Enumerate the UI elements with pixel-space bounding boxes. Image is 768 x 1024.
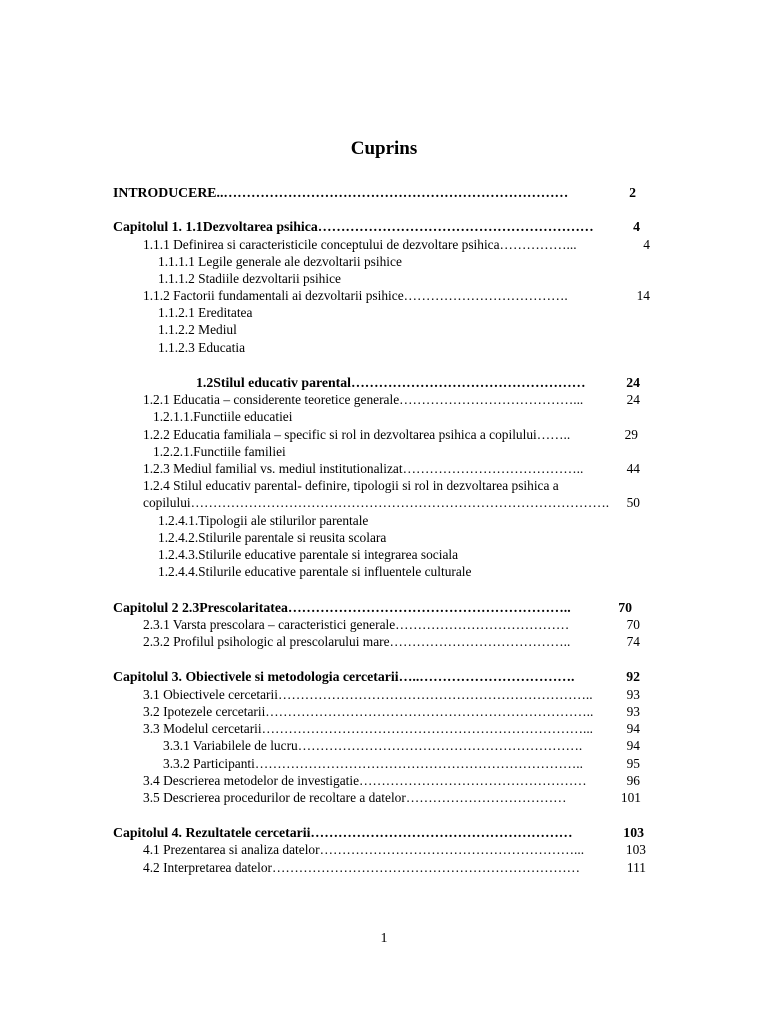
- toc-entry-page: 111: [626, 860, 646, 875]
- toc-entry-page: 44: [626, 461, 640, 476]
- toc-entry: [158, 563, 700, 581]
- toc-entry-text: 3.3.2 Participanti………………………………………………………………..: [163, 756, 583, 771]
- toc-entry: [113, 824, 644, 842]
- toc-entry: [163, 755, 640, 773]
- toc-entry-text: 3.2 Ipotezele cercetarii………………………………………………………………..: [143, 704, 594, 719]
- toc-entry: [143, 236, 650, 254]
- toc-entry-text: Capitolul 1. 1.1Dezvoltarea psihica……………………………………………………: [113, 219, 594, 234]
- toc-entry-text: 2.3.1 Varsta prescolara – caracteristici generale…………………………………: [143, 617, 570, 632]
- toc-entry-text: INTRODUCERE..…………………………………………………………………: [113, 185, 569, 200]
- toc-entry-text: 1.2Stilul educativ parental……………………………………………: [196, 375, 586, 390]
- toc-entry-page: 70: [626, 617, 640, 632]
- toc-entry: [163, 737, 640, 755]
- toc-entry-page: 103: [625, 842, 646, 857]
- toc-entry-text: Capitolul 2 2.3Prescolaritatea……………………………………………………..: [113, 600, 571, 615]
- toc-entry: [153, 408, 700, 426]
- toc-entry: [113, 184, 636, 202]
- toc-entry-text: 1.2.4.2.Stilurile parentale si reusita scolara: [158, 530, 387, 545]
- toc-entry: [158, 270, 700, 288]
- toc-entry: [158, 339, 700, 357]
- toc-entry-text: 3.1 Obiectivele cercetarii……………………………………………………………..: [143, 687, 593, 702]
- toc-entry-text: 1.2.1.1.Functiile educatiei: [153, 409, 293, 424]
- toc-entry: [143, 287, 650, 305]
- toc-entry: [143, 686, 640, 704]
- toc-entry-page: 4: [643, 237, 650, 252]
- toc-entry-page: 4: [633, 219, 640, 234]
- toc-entry-text: 1.1.1 Definirea si caracteristicile conceptului de dezvoltare psihica……………...: [143, 237, 577, 252]
- toc-entry-text: 1.2.4.4.Stilurile educative parentale si influentele culturale: [158, 564, 472, 579]
- toc-entry-page: 70: [618, 600, 632, 615]
- toc-entry-text: 1.1.2.3 Educatia: [158, 340, 246, 355]
- toc-entry-page: 24: [626, 375, 640, 390]
- toc-entry: [143, 460, 640, 478]
- toc-entry-text: 1.2.4 Stilul educativ parental- definire, tipologii si rol in dezvoltarea psihica a: [143, 478, 559, 493]
- toc-entry-text: 1.2.1 Educatia – considerente teoretice generale…………………………………...: [143, 392, 584, 407]
- toc-entry-page: 14: [636, 288, 650, 303]
- toc-entry-text: 1.2.4.1.Tipologii ale stilurilor parentale: [158, 513, 369, 528]
- toc-entry-text: 3.4 Descrierea metodelor de investigatie……………………………………………: [143, 773, 587, 788]
- toc-entry-text: 4.2 Interpretarea datelor……………………………………………………………: [143, 860, 580, 875]
- toc-entry-text: 3.3.1 Variabilele de lucru……………………………………………………….: [163, 738, 583, 753]
- toc-entry-text: 1.2.3 Mediul familial vs. mediul institutionalizat…………………………………..: [143, 461, 584, 476]
- toc-entry-page: 103: [623, 825, 644, 840]
- toc-entry: [158, 512, 700, 530]
- toc-entry: [143, 477, 700, 495]
- toc-entry-page: 96: [626, 773, 640, 788]
- toc-entry: [196, 374, 640, 392]
- toc-entry: [143, 772, 640, 790]
- toc-entry-text: 1.1.2.2 Mediul: [158, 322, 237, 337]
- page-number: 1: [380, 931, 388, 946]
- toc-entry: [143, 841, 646, 859]
- toc-entry: [143, 494, 640, 512]
- toc-entry: [158, 253, 700, 271]
- toc-entry-text: 3.3 Modelul cercetarii………………………………………………………………...: [143, 721, 594, 736]
- toc-entry-page: 93: [626, 704, 640, 719]
- toc-entry: [158, 546, 700, 564]
- toc-entry-text: 1.2.2 Educatia familiala – specific si rol in dezvoltarea psihica a copilului……..: [143, 427, 571, 442]
- toc-entry-text: 2.3.2 Profilul psihologic al prescolarului mare…………………………………..: [143, 634, 571, 649]
- toc-entry-text: Capitolul 4. Rezultatele cercetarii…………………………………………………: [113, 825, 573, 840]
- toc-entry-page: 50: [626, 495, 640, 510]
- toc-entry-page: 93: [626, 687, 640, 702]
- toc-entry: [113, 218, 640, 236]
- toc-entry: [143, 789, 641, 807]
- toc-entry-text: 1.1.2 Factorii fundamentali ai dezvoltarii psihice……………………………….: [143, 288, 568, 303]
- toc-entry-page: 24: [626, 392, 640, 407]
- toc-entry-text: Capitolul 3. Obiectivele si metodologia cercetarii…..…………………………….: [113, 669, 575, 684]
- toc-entry: [113, 599, 632, 617]
- toc-entry: [143, 720, 640, 738]
- toc-entry: [143, 859, 646, 877]
- toc-entry-text: 1.1.1.2 Stadiile dezvoltarii psihice: [158, 271, 341, 286]
- toc-entry: [143, 616, 640, 634]
- toc-entry-text: 3.5 Descrierea procedurilor de recoltare a datelor………………………………: [143, 790, 567, 805]
- toc-entry-page: 74: [626, 634, 640, 649]
- toc-entry-text: 1.1.1.1 Legile generale ale dezvoltarii psihice: [158, 254, 402, 269]
- toc-entry: [143, 391, 640, 409]
- toc-entry-text: 1.2.4.3.Stilurile educative parentale si integrarea sociala: [158, 547, 459, 562]
- toc-entry-page: 92: [626, 669, 640, 684]
- toc-entry-page: 29: [624, 427, 638, 442]
- toc-entry: [113, 668, 640, 686]
- toc-entry: [153, 443, 700, 461]
- toc-entry-page: 95: [626, 756, 640, 771]
- toc-entry-page: 101: [620, 790, 641, 805]
- toc-entry: [143, 426, 638, 444]
- toc-entry: [158, 304, 700, 322]
- toc-entry-text: copilului………………………………………………………………………………….: [143, 495, 610, 510]
- toc-entry-page: 94: [626, 738, 640, 753]
- toc-entry-page: 94: [626, 721, 640, 736]
- toc-entry-text: 1.1.2.1 Ereditatea: [158, 305, 253, 320]
- toc-entry-text: 4.1 Prezentarea si analiza datelor…………………………………………………...: [143, 842, 585, 857]
- toc-entry-text: 1.2.2.1.Functiile familiei: [153, 444, 286, 459]
- toc-entry: [158, 321, 700, 339]
- page-title: Cuprins: [350, 138, 418, 159]
- toc-entry: [143, 703, 640, 721]
- toc-entry-page: 2: [629, 185, 636, 200]
- toc-entry: [143, 633, 640, 651]
- toc-entry: [158, 529, 700, 547]
